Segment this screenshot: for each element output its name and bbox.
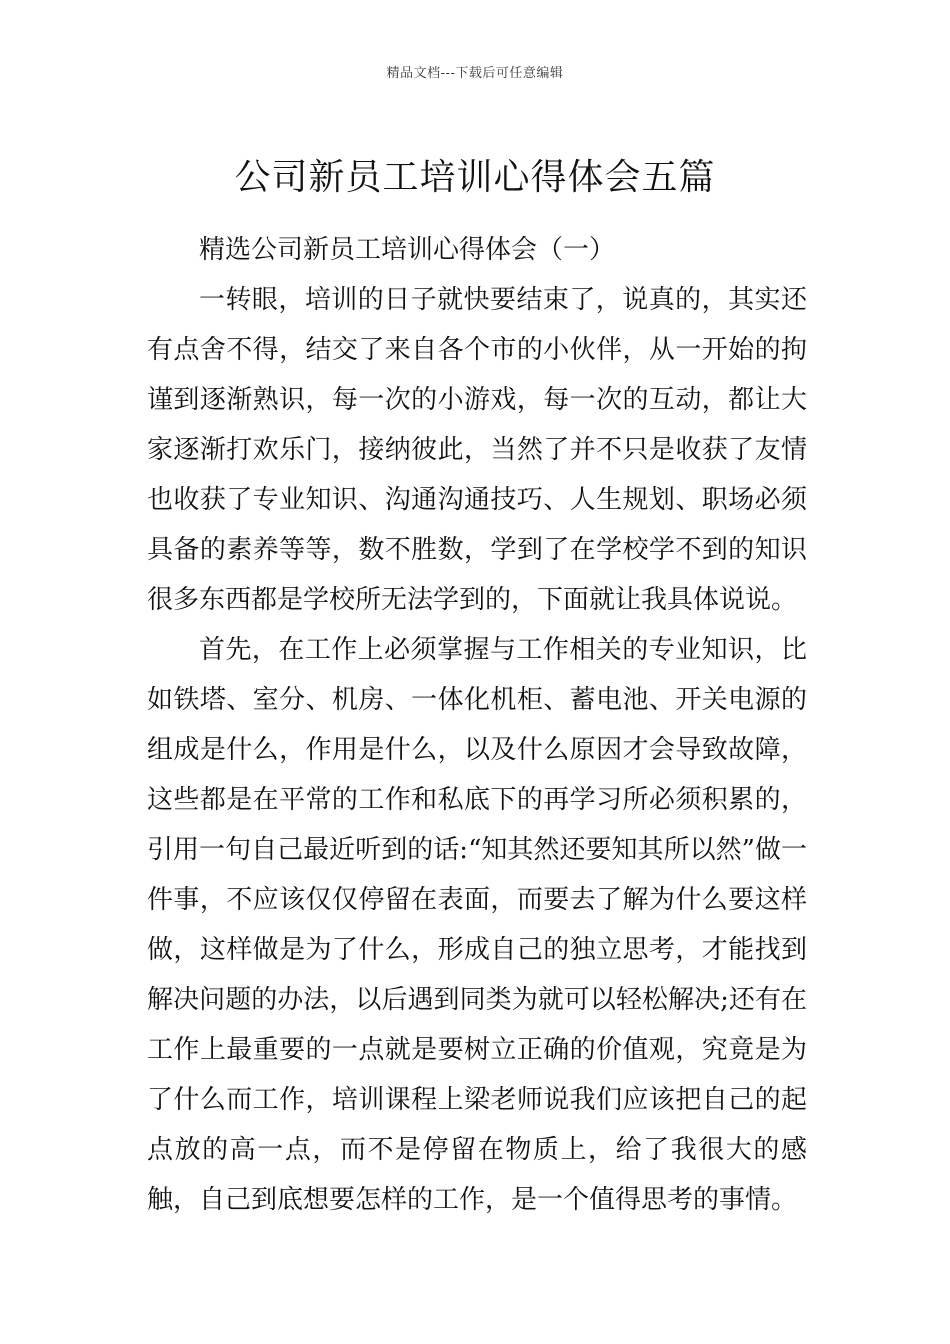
document-body (147, 225, 807, 1225)
body-paragraph: 首先，在工作上必须掌握与工作相关的专业知识，比如铁塔、室分、机房、一体化机柜、蓄电池、开关电源的组成是什么，作用是什么，以及什么原因才会导致故障，这些都是在平常的工作和私底下的再学习所必须积累的，引用一句自己最近听到的话:“知其然还要知其所以然”做一件事，不应该仅仅停留在表面，而要去了解为什么要这样做，这样做是为了什么，形成自己的独立思考，才能找到解决问题的办法，以后遇到同类为就可以轻松解决;还有在工作上最重要的一点就是要树立正确的价值观，究竟是为了什么而工作，培训课程上梁老师说我们应该把自己的起点放的高一点，而不是停留在物质上，给了我很大的感触，自己到底想要怎样的工作，是一个值得思考的事情。 (147, 635, 807, 1215)
section-heading: 精选公司新员工培训心得体会（一） (199, 235, 616, 265)
document-title: 公司新员工培训心得体会五篇 (234, 157, 716, 199)
body-paragraph: 一转眼，培训的日子就快要结束了，说真的，其实还有点舍不得，结交了来自各个市的小伙伴，从一开始的拘谨到逐渐熟识，每一次的小游戏，每一次的互动，都让大家逐渐打欢乐门，接纳彼此，当然了并不只是收获了友情也收获了专业知识、沟通沟通技巧、人生规划、职场必须具备的素养等等，数不胜数，学到了在学校学不到的知识很多东西都是学校所无法学到的，下面就让我具体说说。 (147, 285, 807, 615)
header-note: 精品文档---下载后可任意编辑 (386, 66, 564, 81)
